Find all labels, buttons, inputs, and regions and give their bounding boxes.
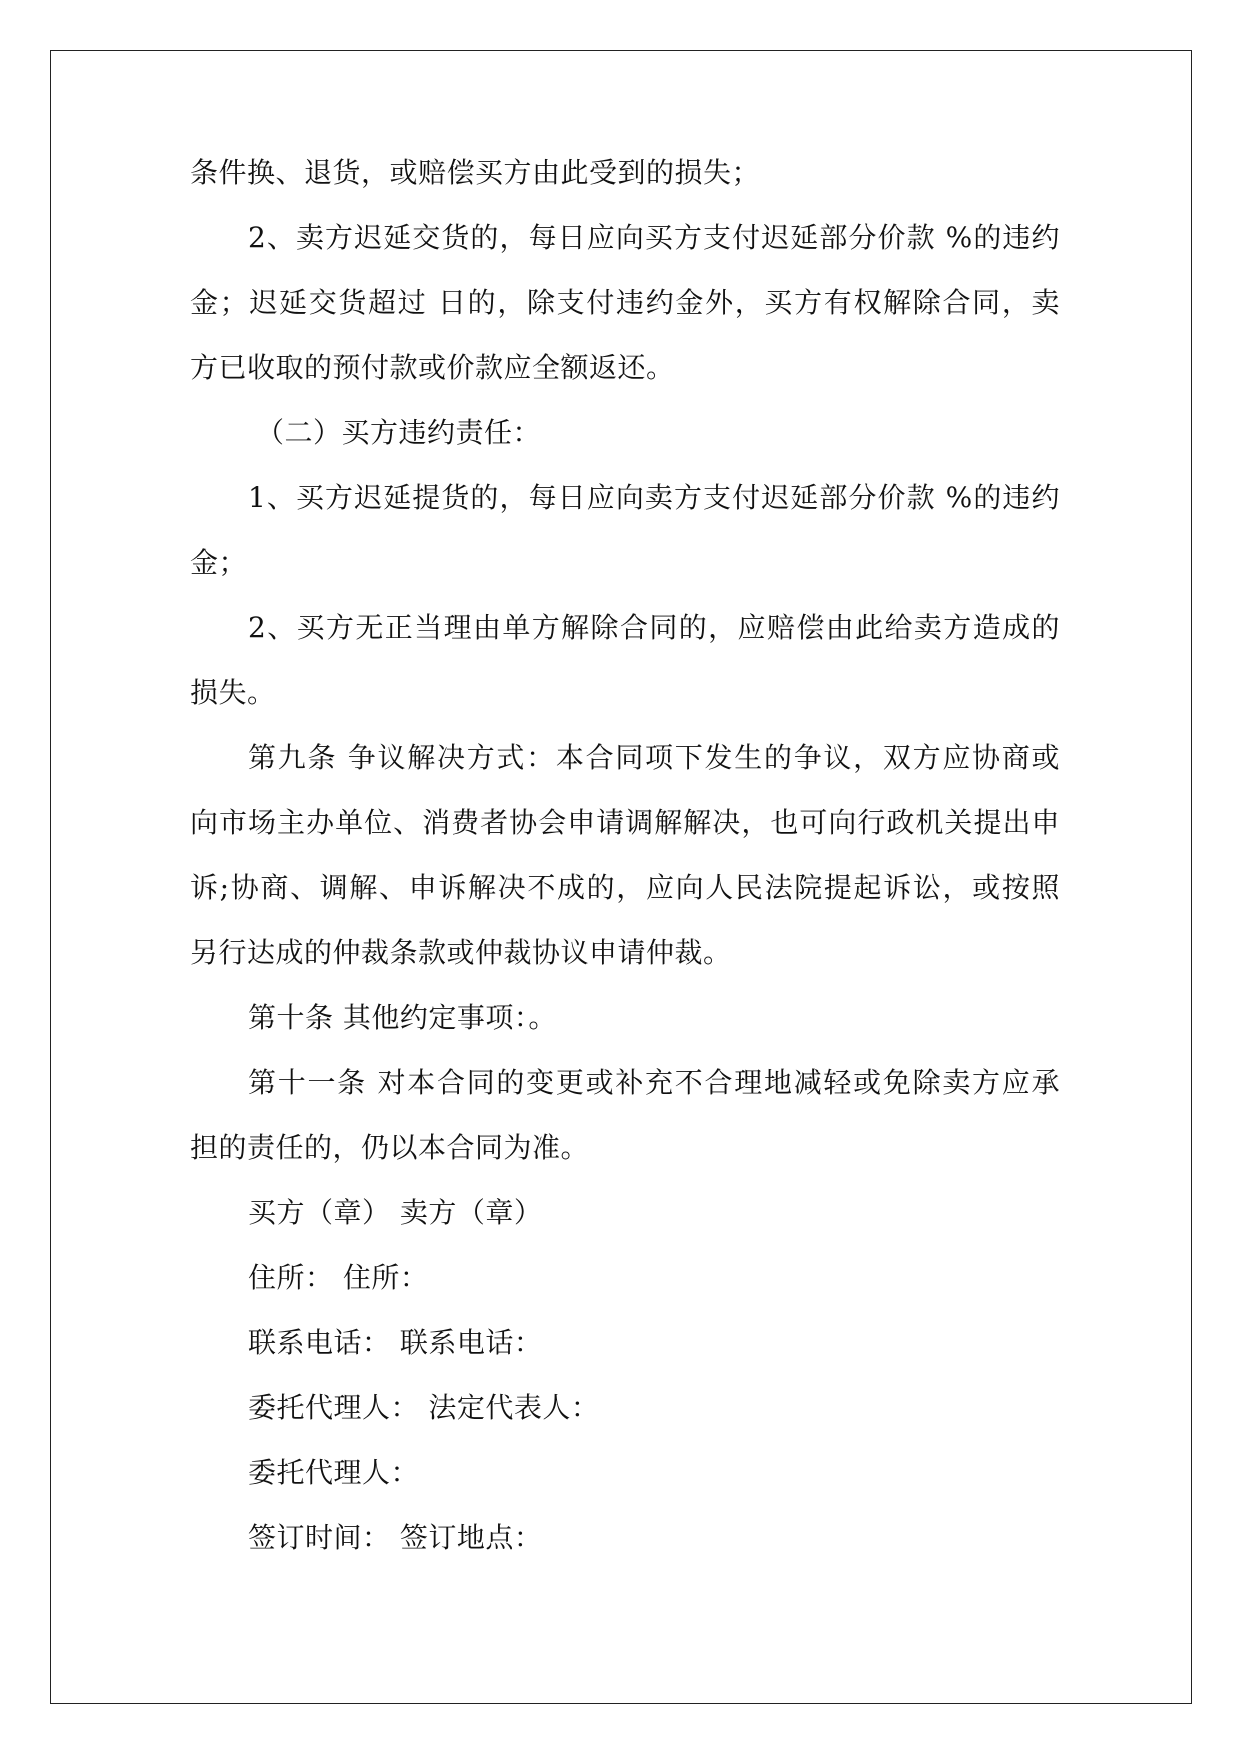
paragraph-line: 2、买方无正当理由单方解除合同的，应赔偿由此给卖方造成的 [248,611,1060,644]
agent-representative-line: 委托代理人： 法定代表人： [248,1391,600,1424]
article-eleven-line: 第十一条 对本合同的变更或补充不合理地减轻或免除卖方应承 [248,1066,1060,1099]
paragraph-line: 诉;协商、调解、申诉解决不成的，应向人民法院提起诉讼，或按照 [190,871,1060,904]
paragraph-line: 1、买方迟延提货的，每日应向卖方支付迟延部分价款 %的违约 [248,481,1060,514]
paragraph-line: 担的责任的，仍以本合同为准。 [190,1131,590,1164]
paragraph-line: 损失。 [190,676,276,709]
phone-line: 联系电话： 联系电话： [248,1326,543,1359]
article-nine-line: 第九条 争议解决方式：本合同项下发生的争议，双方应协商或 [248,741,1060,774]
signing-time-place-line: 签订时间： 签订地点： [248,1521,543,1554]
paragraph-line: 另行达成的仲裁条款或仲裁协议申请仲裁。 [190,936,732,969]
paragraph-line: 金； [190,546,248,579]
paragraph-line: 向市场主办单位、消费者协会申请调解解决，也可向行政机关提出申 [190,806,1060,839]
address-line: 住所： 住所： [248,1261,429,1294]
paragraph-line: 条件换、退货，或赔偿买方由此受到的损失； [190,156,761,189]
section-heading: （二）买方违约责任： [256,416,542,449]
paragraph-line: 2、卖方迟延交货的，每日应向买方支付迟延部分价款 %的违约 [248,221,1060,254]
agent-line: 委托代理人： [248,1456,420,1489]
document-body [190,140,1060,1570]
paragraph-line: 方已收取的预付款或价款应全额返还。 [190,351,675,384]
paragraph-line: 金；迟延交货超过 日的，除支付违约金外，买方有权解除合同，卖 [190,286,1060,319]
article-ten-line: 第十条 其他约定事项：。 [248,1001,557,1034]
signature-seal-line: 买方（章） 卖方（章） [248,1196,543,1229]
